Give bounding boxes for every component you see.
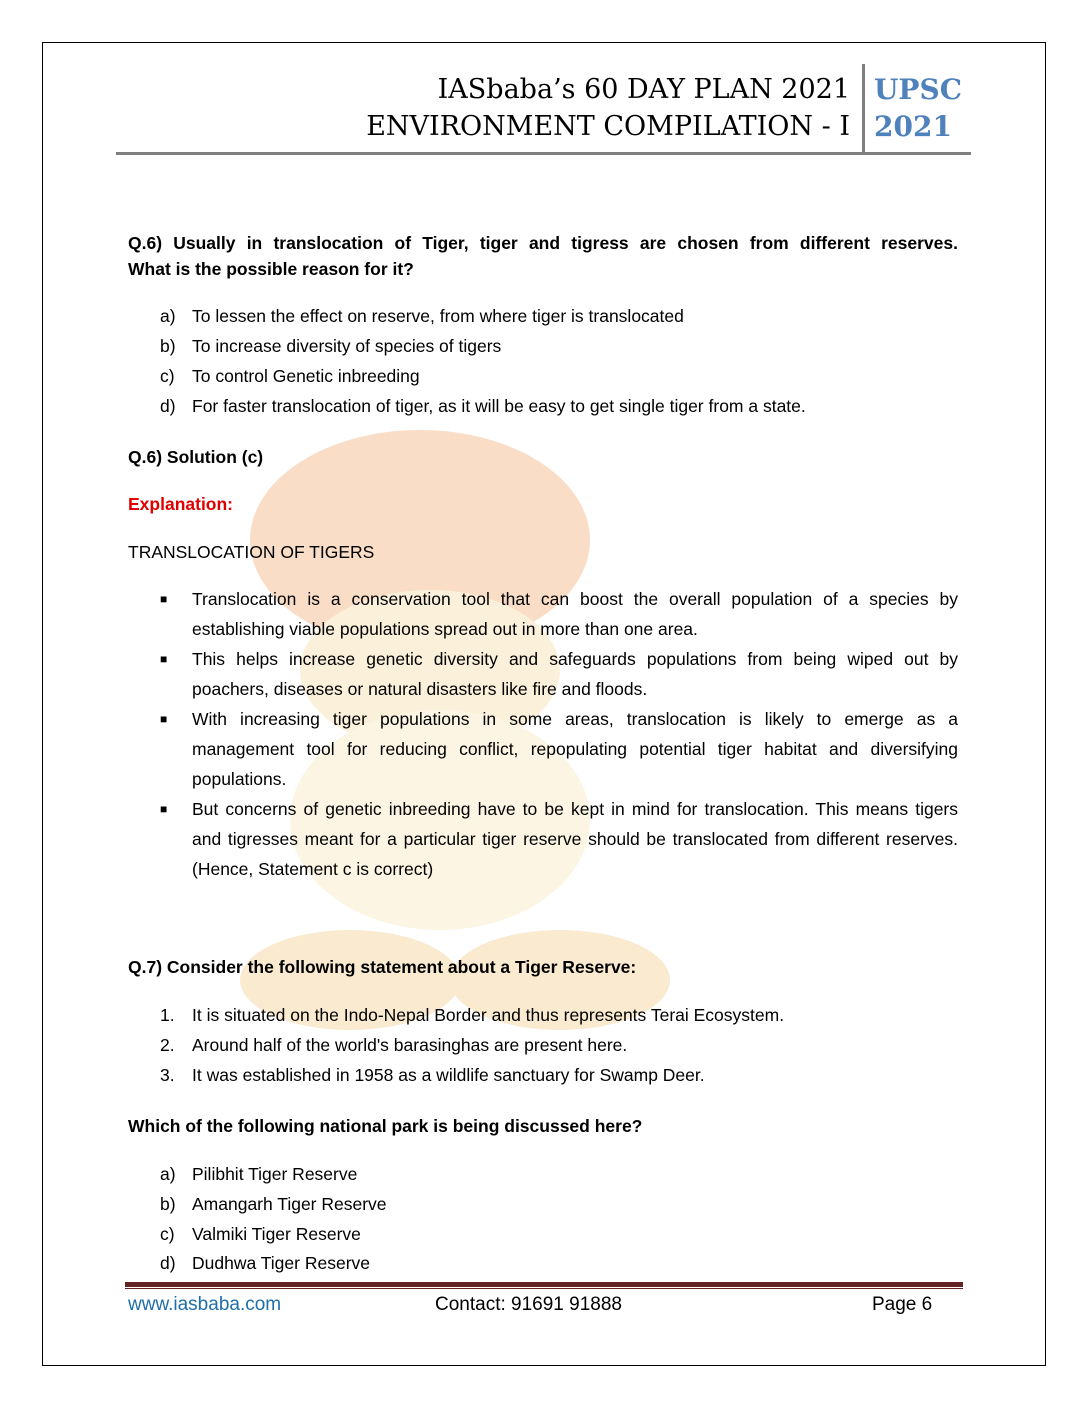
header-title: IASbaba’s 60 DAY PLAN 2021: [437, 74, 850, 105]
footer-contact: Contact: 91691 91888: [435, 1294, 622, 1315]
statement-number: 1.: [160, 1005, 175, 1025]
option-text: Amangarh Tiger Reserve: [192, 1194, 387, 1214]
header-subtitle: ENVIRONMENT COMPILATION - I: [366, 111, 850, 142]
option-label: d): [160, 1253, 176, 1273]
bullet-icon: ■: [160, 652, 168, 666]
q7-question: Q.7) Consider the following statement about a Tiger Reserve:: [128, 957, 637, 977]
q6-solution: Q.6) Solution (c): [128, 447, 264, 467]
statement-number: 2.: [160, 1035, 175, 1055]
bullet-icon: ■: [160, 712, 168, 726]
option-label: a): [160, 306, 176, 326]
footer-rule: [125, 1282, 963, 1287]
option-label: c): [160, 366, 175, 386]
statement-text: It was established in 1958 as a wildlife sanctuary for Swamp Deer.: [192, 1065, 705, 1085]
footer-rule-thin: [125, 1288, 963, 1289]
option-label: b): [160, 336, 176, 356]
bullet-text: With increasing tiger populations in some areas, translocation is likely to emerge as a management tool for reducing conflict, repopulating potential tiger habitat and diversifying populations.: [192, 709, 958, 789]
explanation-label: Explanation:: [128, 494, 234, 514]
q7-prompt: Which of the following national park is being discussed here?: [128, 1116, 643, 1136]
statement-text: Around half of the world's barasinghas are present here.: [192, 1035, 628, 1055]
option-label: d): [160, 396, 176, 416]
header-badge-year: 2021: [874, 110, 952, 143]
option-label: c): [160, 1224, 175, 1244]
option-text: To increase diversity of species of tigers: [192, 336, 502, 356]
footer-page-number: Page 6: [872, 1294, 933, 1315]
option-text: To lessen the effect on reserve, from where tiger is translocated: [192, 306, 684, 326]
section-heading: TRANSLOCATION OF TIGERS: [128, 542, 375, 562]
header-divider: [862, 64, 865, 154]
option-text: To control Genetic inbreeding: [192, 366, 420, 386]
footer-website-link[interactable]: www.iasbaba.com: [128, 1294, 282, 1315]
header-badge-upsc: UPSC: [874, 73, 962, 106]
option-text: Valmiki Tiger Reserve: [192, 1224, 361, 1244]
q6-question-line2: What is the possible reason for it?: [128, 259, 414, 279]
q6-question-line1: Q.6) Usually in translocation of Tiger, tiger and tigress are chosen from different reserves.: [128, 233, 958, 253]
bullet-text: But concerns of genetic inbreeding have to be kept in mind for translocation. This means tigers and tigresses meant for a particular tiger reserve should be translocated from different reserves. (Hence, Statement c is correct): [192, 799, 958, 879]
option-text: For faster translocation of tiger, as it will be easy to get single tiger from a state.: [192, 396, 806, 416]
bullet-icon: ■: [160, 802, 168, 816]
option-label: a): [160, 1164, 176, 1184]
header-rule: [116, 152, 971, 155]
option-text: Pilibhit Tiger Reserve: [192, 1164, 358, 1184]
bullet-icon: ■: [160, 592, 168, 606]
bullet-text: Translocation is a conservation tool that can boost the overall population of a species by establishing viable populations spread out in more than one area.: [192, 589, 958, 639]
statement-text: It is situated on the Indo-Nepal Border and thus represents Terai Ecosystem.: [192, 1005, 785, 1025]
statement-number: 3.: [160, 1065, 175, 1085]
option-text: Dudhwa Tiger Reserve: [192, 1253, 370, 1273]
option-label: b): [160, 1194, 176, 1214]
bullet-text: This helps increase genetic diversity and safeguards populations from being wiped out by poachers, diseases or natural disasters like fire and floods.: [192, 649, 958, 699]
